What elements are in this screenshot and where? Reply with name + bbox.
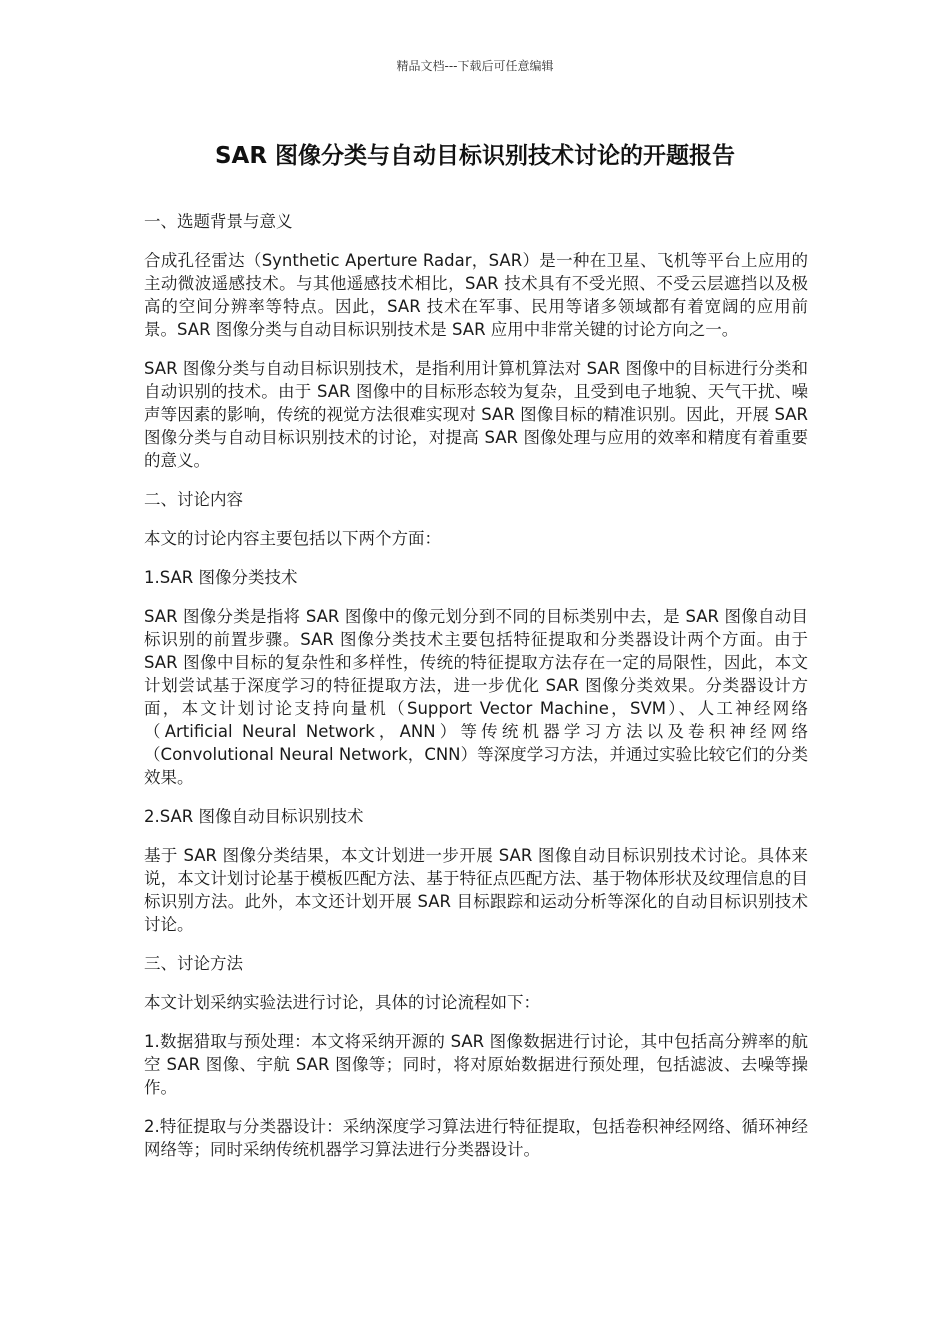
paragraph-background-2: SAR 图像分类与自动目标识别技术，是指利用计算机算法对 SAR 图像中的目标进行分类和自动识别的技术。由于 SAR 图像中的目标形态较为复杂，且受到电子地貌、天气干扰、噪声等因素的影响，传统的视觉方法很难实现对 SAR 图像目标的精准识别。因此，开展 SAR 图像分类与自动目标识别技术的讨论，对提高 SAR 图像处理与应用的效率和精度有着重要的意义。 xyxy=(144,359,808,470)
section-heading-method: 三、讨论方法 xyxy=(144,954,243,973)
section-heading-content: 二、讨论内容 xyxy=(144,490,243,509)
subheading-classification: 1.SAR 图像分类技术 xyxy=(144,568,298,587)
paragraph-method-step-1: 1.数据猎取与预处理：本文将采纳开源的 SAR 图像数据进行讨论，其中包括高分辨率的航空 SAR 图像、宇航 SAR 图像等；同时，将对原始数据进行预处理，包括滤波、去噪等操作。 xyxy=(144,1032,808,1097)
paragraph-method-step-2: 2.特征提取与分类器设计：采纳深度学习算法进行特征提取，包括卷积神经网络、循环神经网络等；同时采纳传统机器学习算法进行分类器设计。 xyxy=(144,1117,808,1159)
page-header: 精品文档---下载后可任意编辑 xyxy=(396,59,554,73)
section-heading-background: 一、选题背景与意义 xyxy=(144,212,293,231)
document-title: SAR 图像分类与自动目标识别技术讨论的开题报告 xyxy=(214,143,736,169)
paragraph-classification: SAR 图像分类是指将 SAR 图像中的像元划分到不同的目标类别中去，是 SAR 图像自动目标识别的前置步骤。SAR 图像分类技术主要包括特征提取和分类器设计两个方面。由于 SAR 图像中目标的复杂性和多样性，传统的特征提取方法存在一定的局限性，因此，本文计划尝试基于深度学习的特征提取方法，进一步优化 SAR 图像分类效果。分类器设计方面，本文计划讨论支持向量机（Support Vector Machine，SVM）、人工神经网络（Artificial Neural Network，ANN）等传统机器学习方法以及卷积神经网络（Convolutional Neural Network，CNN）等深度学习方法，并通过实验比较它们的分类效果。 xyxy=(144,607,808,787)
paragraph-content-intro: 本文的讨论内容主要包括以下两个方面： xyxy=(144,529,441,548)
subheading-recognition: 2.SAR 图像自动目标识别技术 xyxy=(144,807,364,826)
document-body xyxy=(144,210,808,1177)
paragraph-recognition: 基于 SAR 图像分类结果，本文计划进一步开展 SAR 图像自动目标识别技术讨论。具体来说，本文计划讨论基于模板匹配方法、基于特征点匹配方法、基于物体形状及纹理信息的目标识别方法。此外，本文还计划开展 SAR 目标跟踪和运动分析等深化的自动目标识别技术讨论。 xyxy=(144,846,808,934)
paragraph-background-1: 合成孔径雷达（Synthetic Aperture Radar，SAR）是一种在卫星、飞机等平台上应用的主动微波遥感技术。与其他遥感技术相比，SAR 技术具有不受光照、不受云层遮挡以及极高的空间分辨率等特点。因此，SAR 技术在军事、民用等诸多领域都有着宽阔的应用前景。SAR 图像分类与自动目标识别技术是 SAR 应用中非常关键的讨论方向之一。 xyxy=(144,251,808,339)
paragraph-method-intro: 本文计划采纳实验法进行讨论，具体的讨论流程如下： xyxy=(144,993,540,1012)
